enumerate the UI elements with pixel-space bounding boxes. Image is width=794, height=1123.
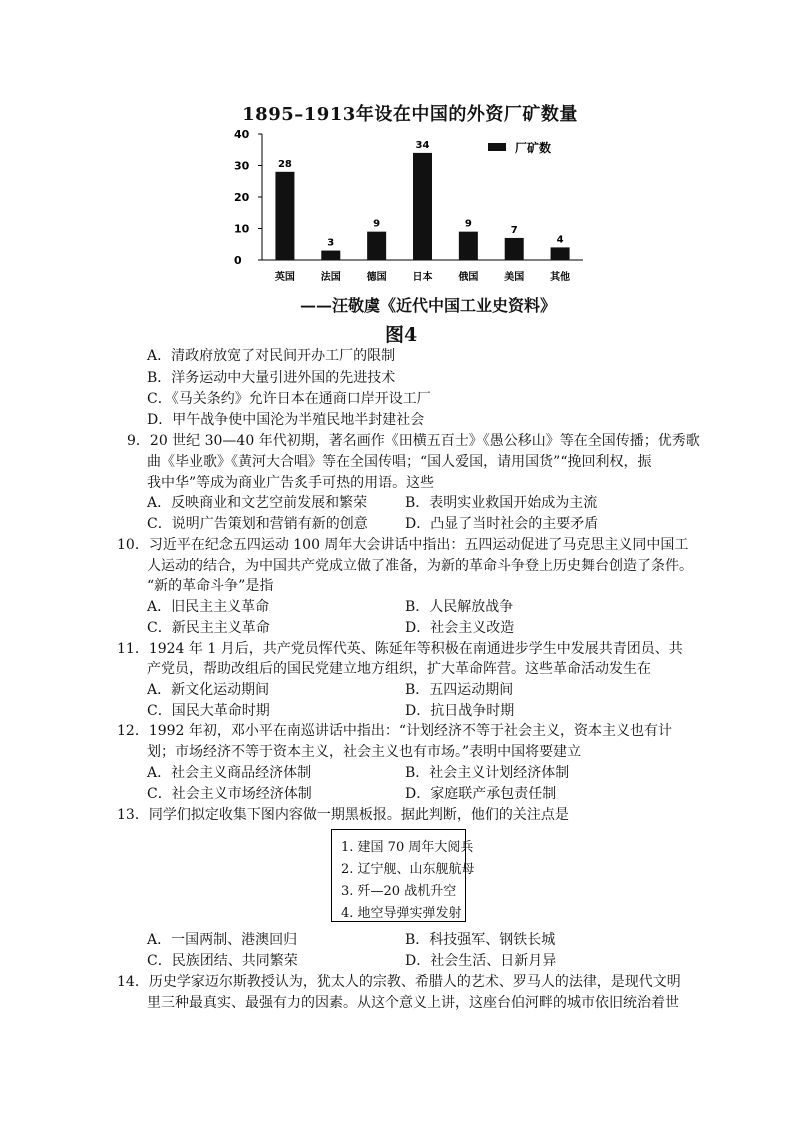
legend-label: 厂矿数 bbox=[515, 141, 552, 155]
text-line: A．新文化运动期间 bbox=[147, 682, 270, 698]
text-line: B．洋务运动中大量引进外国的先进技术 bbox=[147, 370, 396, 386]
bar bbox=[367, 232, 386, 260]
figure-label: 图4 bbox=[385, 324, 418, 346]
text-line: 10．习近平在纪念五四运动 100 周年大会讲话中指出：五四运动促进了马克思主义同中国工 bbox=[117, 537, 689, 553]
text-line: A．反映商业和文艺空前发展和繁荣 bbox=[147, 495, 368, 511]
text-line: B．人民解放战争 bbox=[405, 599, 514, 615]
text-line: D．凸显了当时社会的主要矛盾 bbox=[405, 516, 599, 532]
text-line: C．社会主义市场经济体制 bbox=[147, 786, 312, 802]
text-line: 12．1992 年初，邓小平在南巡讲话中指出：“计划经济不等于社会主义，资本主义也有计 bbox=[117, 723, 673, 739]
text-line: “新的革命斗争”是指 bbox=[147, 578, 274, 594]
x-tick-label: 俄国 bbox=[458, 272, 479, 283]
x-tick-label: 英国 bbox=[274, 272, 295, 283]
box-item: 1. 建国 70 周年大阅兵 bbox=[341, 840, 474, 855]
legend-swatch bbox=[488, 143, 506, 151]
bar-value-label: 3 bbox=[327, 237, 335, 249]
x-tick-label: 法国 bbox=[320, 272, 341, 283]
bar-value-label: 7 bbox=[510, 224, 518, 236]
y-tick-label: 30 bbox=[234, 159, 250, 173]
bar-value-label: 28 bbox=[277, 158, 292, 170]
text-line: D．甲午战争使中国沦为半殖民地半封建社会 bbox=[147, 412, 425, 428]
chart-title: 1895–1913年设在中国的外资厂矿数量 bbox=[242, 104, 578, 125]
chart-source: ——汪敬虞《近代中国工业史资料》 bbox=[300, 296, 557, 315]
y-tick-label: 0 bbox=[234, 254, 242, 267]
text-line: C．说明广告策划和营销有新的创意 bbox=[147, 516, 368, 532]
text-line: D．家庭联产承包责任制 bbox=[405, 786, 557, 802]
text-line: B．表明实业救国开始成为主流 bbox=[405, 495, 598, 511]
text-line: 里三种最真实、最强有力的因素。从这个意义上讲，这座台伯河畔的城市依旧统治着世 bbox=[147, 995, 679, 1011]
text-line: D．社会主义改造 bbox=[405, 620, 515, 636]
box-item: 3. 歼—20 战机升空 bbox=[341, 884, 457, 899]
y-tick-label: 10 bbox=[234, 222, 250, 236]
text-line: C．民族团结、共同繁荣 bbox=[147, 953, 298, 969]
bar-value-label: 9 bbox=[373, 218, 381, 230]
y-tick-label: 40 bbox=[234, 128, 250, 141]
text-line: B．五四运动期间 bbox=[405, 682, 514, 698]
bar-value-label: 4 bbox=[556, 234, 564, 246]
x-tick-label: 德国 bbox=[366, 272, 387, 283]
bar bbox=[459, 232, 478, 260]
box-item: 2. 辽宁舰、山东舰航母 bbox=[341, 862, 475, 877]
text-line: 11．1924 年 1 月后，共产党员恽代英、陈延年等积极在南通进步学生中发展共青团员、共 bbox=[117, 641, 683, 657]
text-line: D．社会生活、日新月异 bbox=[405, 953, 557, 969]
text-line: C．国民大革命时期 bbox=[147, 703, 270, 719]
text-line: 13．同学们拟定收集下图内容做一期黑板报。据此判断，他们的关注点是 bbox=[117, 807, 569, 823]
bar-chart bbox=[228, 124, 598, 289]
text-line: A．清政府放宽了对民间开办工厂的限制 bbox=[147, 348, 396, 364]
x-tick-label: 其他 bbox=[550, 272, 571, 283]
text-line: A．一国两制、港澳回归 bbox=[147, 932, 298, 948]
text-line: 14．历史学家迈尔斯教授认为，犹太人的宗教、希腊人的艺术、罗马人的法律，是现代文明 bbox=[117, 974, 681, 990]
text-line: A．社会主义商品经济体制 bbox=[147, 765, 312, 781]
bar bbox=[551, 247, 570, 260]
text-line: D．抗日战争时期 bbox=[405, 703, 515, 719]
box-item: 4. 地空导弹实弹发射 bbox=[341, 906, 462, 921]
text-line: A．旧民主主义革命 bbox=[147, 599, 270, 615]
bar-value-label: 34 bbox=[415, 139, 430, 151]
text-line: C．《马关条约》允许日本在通商口岸开设工厂 bbox=[147, 391, 431, 407]
x-tick-label: 日本 bbox=[412, 272, 433, 283]
text-line: 曲《毕业歌》《黄河大合唱》等在全国传唱；“国人爱国，请用国货”“挽回利权，振 bbox=[147, 454, 652, 470]
bar bbox=[275, 172, 294, 260]
text-line: 我中华”等成为商业广告炙手可热的用语。这些 bbox=[147, 475, 435, 491]
text-line: 产党员，帮助改组后的国民党建立地方组织，扩大革命阵营。这些革命活动发生在 bbox=[147, 661, 651, 677]
bar bbox=[505, 238, 524, 260]
blackboard-content-box bbox=[331, 829, 475, 922]
x-tick-label: 美国 bbox=[504, 272, 525, 283]
text-line: 划；市场经济不等于资本主义，社会主义也有市场。”表明中国将要建立 bbox=[147, 744, 582, 760]
bar bbox=[413, 153, 432, 260]
text-line: 9．20 世纪 30—40 年代初期，著名画作《田横五百士》《愚公移山》等在全国传播；优秀歌 bbox=[127, 433, 700, 449]
y-tick-label: 20 bbox=[234, 191, 250, 204]
text-line: 人运动的结合，为中国共产党成立做了准备，为新的革命斗争登上历史舞台创造了条件。 bbox=[147, 558, 693, 574]
bar-value-label: 9 bbox=[464, 218, 472, 230]
bar bbox=[321, 251, 340, 260]
text-line: B．科技强军、钢铁长城 bbox=[405, 932, 556, 948]
text-line: B．社会主义计划经济体制 bbox=[405, 765, 570, 781]
text-line: C．新民主主义革命 bbox=[147, 620, 270, 636]
